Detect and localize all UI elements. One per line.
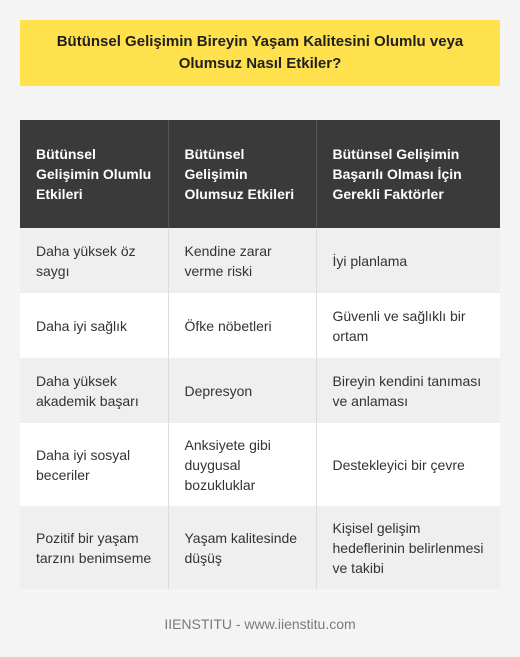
footer-credit: IIENSTITU - www.iienstitu.com — [164, 616, 356, 632]
table-cell: Anksiyete gibi duygusal bozukluklar — [168, 423, 316, 506]
title-banner — [20, 20, 500, 86]
table-cell: İyi planlama — [316, 228, 500, 293]
table-row — [20, 358, 500, 423]
table-cell: Bireyin kendini tanıması ve anlaması — [316, 358, 500, 423]
table-cell: Kişisel gelişim hedeflerinin belirlenmesi ve takibi — [316, 506, 500, 589]
table-cell: Daha iyi sağlık — [20, 293, 168, 358]
table-cell: Öfke nöbetleri — [168, 293, 316, 358]
column-header-success-factors: Bütünsel Gelişimin Başarılı Olması İçin Gerekli Faktörler — [316, 120, 500, 228]
table-cell: Destekleyici bir çevre — [316, 423, 500, 506]
column-header-positive-effects: Bütünsel Gelişimin Olumlu Etkileri — [20, 120, 168, 228]
table-cell: Daha iyi sosyal beceriler — [20, 423, 168, 506]
column-header-negative-effects: Bütünsel Gelişimin Olumsuz Etkileri — [168, 120, 316, 228]
table-header-row — [20, 120, 500, 228]
table-cell: Depresyon — [168, 358, 316, 423]
page-title: Bütünsel Gelişimin Bireyin Yaşam Kalitesini Olumlu veya Olumsuz Nasıl Etkiler? — [56, 33, 464, 72]
table-row — [20, 423, 500, 506]
table-cell: Daha yüksek akademik başarı — [20, 358, 168, 423]
table-cell: Daha yüksek öz saygı — [20, 228, 168, 293]
table-row — [20, 293, 500, 358]
table-cell: Güvenli ve sağlıklı bir ortam — [316, 293, 500, 358]
table-row — [20, 506, 500, 589]
comparison-table — [20, 120, 500, 589]
table-row — [20, 228, 500, 293]
table-cell: Kendine zarar verme riski — [168, 228, 316, 293]
table-cell: Pozitif bir yaşam tarzını benimseme — [20, 506, 168, 589]
table-cell: Yaşam kalitesinde düşüş — [168, 506, 316, 589]
